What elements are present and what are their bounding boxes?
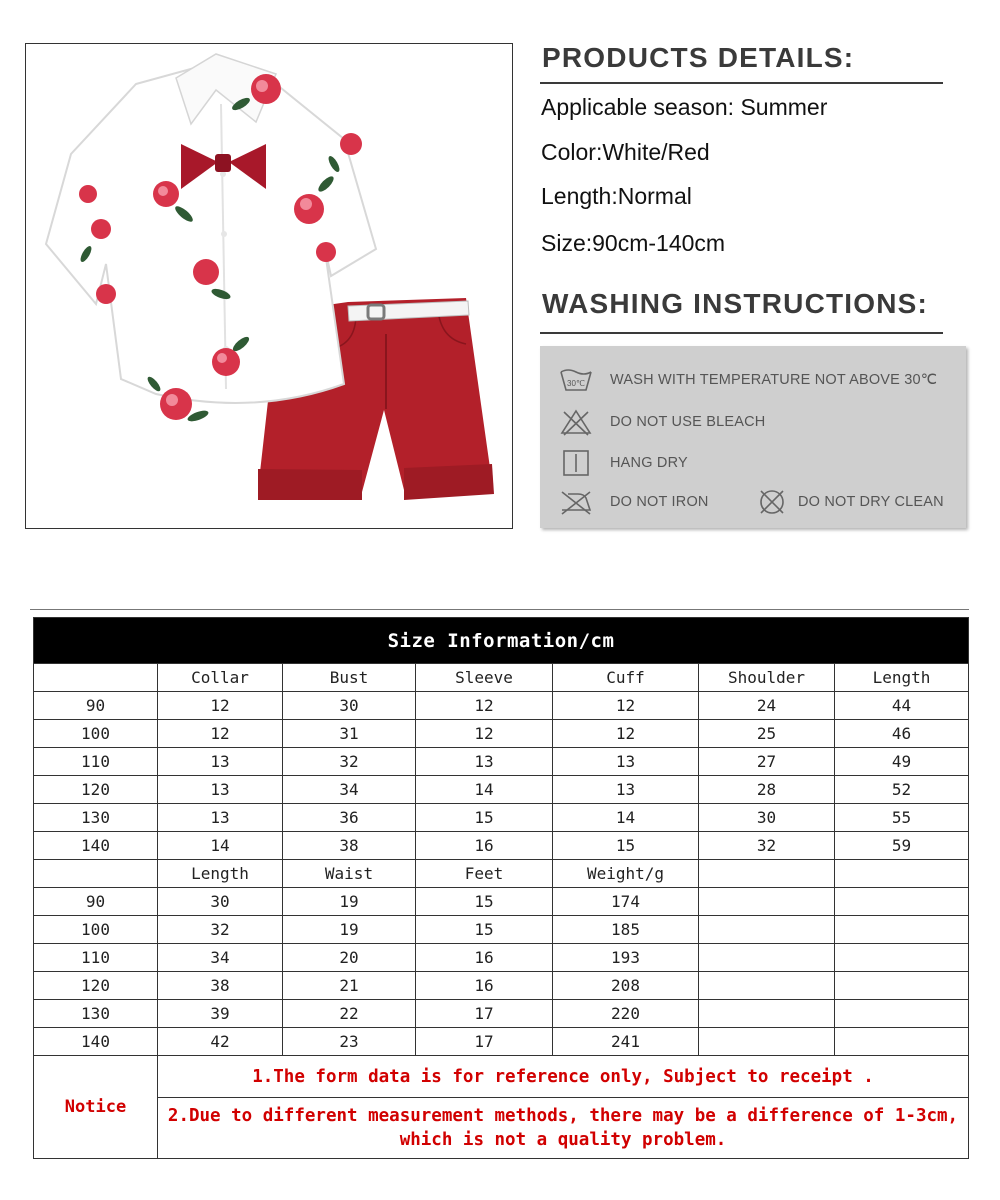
table-cell xyxy=(835,860,969,888)
no-iron-label: DO NOT IRON xyxy=(610,494,709,510)
table-cell: Weight/g xyxy=(553,860,699,888)
table-cell: Waist xyxy=(283,860,416,888)
notice-measurement-text: 2.Due to different measurement methods, there may be a difference of 1-3cm, which is not a quality problem. xyxy=(158,1098,969,1159)
shirt-size-row xyxy=(34,692,969,720)
wash-instruction-row xyxy=(558,366,937,394)
shirt-size-row xyxy=(34,804,969,832)
table-cell: 14 xyxy=(416,776,553,804)
table-cell: 38 xyxy=(283,832,416,860)
table-cell xyxy=(835,888,969,916)
table-cell: 52 xyxy=(835,776,969,804)
table-cell: 90 xyxy=(34,888,158,916)
table-cell: 220 xyxy=(553,1000,699,1028)
products-details-title: PRODUCTS DETAILS: xyxy=(542,42,855,73)
table-cell: 27 xyxy=(699,748,835,776)
table-cell: 13 xyxy=(416,748,553,776)
table-cell: 32 xyxy=(699,832,835,860)
hang-dry-label: HANG DRY xyxy=(610,455,688,471)
table-cell: 17 xyxy=(416,1000,553,1028)
table-cell: 120 xyxy=(34,776,158,804)
table-cell xyxy=(835,916,969,944)
wash-temperature-label: WASH WITH TEMPERATURE NOT ABOVE 30℃ xyxy=(610,372,938,388)
table-cell xyxy=(34,664,158,692)
washing-instructions-panel xyxy=(540,346,966,528)
table-cell: 15 xyxy=(416,804,553,832)
table-cell: 90 xyxy=(34,692,158,720)
size-detail: Size:90cm-140cm xyxy=(541,230,726,256)
hang-dry-icon xyxy=(558,449,594,477)
notice-reference-text: 1.The form data is for reference only, Subject to receipt . xyxy=(158,1056,969,1098)
table-cell: 130 xyxy=(34,1000,158,1028)
table-cell: 12 xyxy=(416,692,553,720)
table-cell: 16 xyxy=(416,972,553,1000)
table-cell xyxy=(699,888,835,916)
no-dry-clean-label: DO NOT DRY CLEAN xyxy=(798,494,944,510)
washing-instructions-title: WASHING INSTRUCTIONS: xyxy=(542,288,929,319)
washing-divider xyxy=(540,332,943,334)
table-cell xyxy=(835,972,969,1000)
table-cell: 30 xyxy=(283,692,416,720)
table-cell xyxy=(34,860,158,888)
table-cell: 15 xyxy=(416,888,553,916)
table-cell: 39 xyxy=(158,1000,283,1028)
pants-size-row xyxy=(34,1000,969,1028)
table-cell: 34 xyxy=(158,944,283,972)
table-cell: Shoulder xyxy=(699,664,835,692)
table-cell: 12 xyxy=(158,720,283,748)
details-divider xyxy=(540,82,943,84)
table-cell: 13 xyxy=(158,804,283,832)
table-cell xyxy=(699,1000,835,1028)
pants-size-row xyxy=(34,972,969,1000)
shirt-size-row xyxy=(34,720,969,748)
table-cell: 28 xyxy=(699,776,835,804)
pants-size-row xyxy=(34,916,969,944)
table-cell xyxy=(835,1000,969,1028)
table-cell: 30 xyxy=(699,804,835,832)
pants-size-row xyxy=(34,888,969,916)
table-cell xyxy=(699,916,835,944)
table-cell: 110 xyxy=(34,748,158,776)
floral-shirt xyxy=(46,54,376,424)
hang-dry-instruction-row xyxy=(558,449,688,477)
table-cell: Sleeve xyxy=(416,664,553,692)
size-table-title: Size Information/cm xyxy=(34,618,969,664)
color-detail: Color:White/Red xyxy=(541,139,710,165)
table-cell: 42 xyxy=(158,1028,283,1056)
size-information-table xyxy=(33,617,969,1159)
table-cell: 13 xyxy=(158,748,283,776)
table-cell: 15 xyxy=(416,916,553,944)
bleach-instruction-row xyxy=(558,408,765,436)
table-cell: 14 xyxy=(158,832,283,860)
table-cell xyxy=(699,860,835,888)
pants-header-row xyxy=(34,860,969,888)
table-cell: 12 xyxy=(416,720,553,748)
table-cell: 15 xyxy=(553,832,699,860)
shirt-size-row xyxy=(34,748,969,776)
product-photo xyxy=(25,43,513,529)
table-cell: 34 xyxy=(283,776,416,804)
table-cell: 24 xyxy=(699,692,835,720)
notice-row xyxy=(34,1098,969,1159)
table-cell: 38 xyxy=(158,972,283,1000)
table-cell: 140 xyxy=(34,832,158,860)
pants-size-row xyxy=(34,1028,969,1056)
table-cell xyxy=(699,944,835,972)
table-cell: Length xyxy=(835,664,969,692)
table-cell xyxy=(699,972,835,1000)
table-cell: 208 xyxy=(553,972,699,1000)
table-cell: 17 xyxy=(416,1028,553,1056)
wash-temp-label: 30℃ xyxy=(567,379,585,388)
table-cell: 22 xyxy=(283,1000,416,1028)
table-cell: 19 xyxy=(283,916,416,944)
table-cell: 12 xyxy=(553,692,699,720)
table-cell: 21 xyxy=(283,972,416,1000)
table-cell: 12 xyxy=(158,692,283,720)
table-cell: 30 xyxy=(158,888,283,916)
table-cell: Feet xyxy=(416,860,553,888)
table-cell: 100 xyxy=(34,720,158,748)
table-cell: 110 xyxy=(34,944,158,972)
no-bleach-label: DO NOT USE BLEACH xyxy=(610,414,766,430)
table-cell: 49 xyxy=(835,748,969,776)
table-cell: 55 xyxy=(835,804,969,832)
table-cell: Bust xyxy=(283,664,416,692)
table-cell: 23 xyxy=(283,1028,416,1056)
no-iron-icon xyxy=(558,488,594,516)
notice-row xyxy=(34,1056,969,1098)
table-cell: 12 xyxy=(553,720,699,748)
table-cell: 19 xyxy=(283,888,416,916)
table-cell: Length xyxy=(158,860,283,888)
shirt-size-row xyxy=(34,832,969,860)
table-cell: 174 xyxy=(553,888,699,916)
table-cell: 44 xyxy=(835,692,969,720)
table-cell xyxy=(699,1028,835,1056)
table-cell: 46 xyxy=(835,720,969,748)
table-cell: 140 xyxy=(34,1028,158,1056)
table-cell: 120 xyxy=(34,972,158,1000)
table-cell: 13 xyxy=(158,776,283,804)
shirt-header-row xyxy=(34,664,969,692)
table-cell: 193 xyxy=(553,944,699,972)
dry-clean-instruction-row xyxy=(754,488,944,516)
table-cell: 185 xyxy=(553,916,699,944)
length-detail: Length:Normal xyxy=(541,183,692,209)
shirt-size-row xyxy=(34,776,969,804)
no-bleach-icon xyxy=(558,408,594,436)
table-cell: 31 xyxy=(283,720,416,748)
table-cell: 13 xyxy=(553,748,699,776)
table-cell: 16 xyxy=(416,832,553,860)
table-cell: 14 xyxy=(553,804,699,832)
iron-instruction-row xyxy=(558,488,709,516)
table-cell: 32 xyxy=(158,916,283,944)
table-cell xyxy=(835,944,969,972)
table-cell: 59 xyxy=(835,832,969,860)
table-cell: 32 xyxy=(283,748,416,776)
table-cell: 20 xyxy=(283,944,416,972)
table-cell: 13 xyxy=(553,776,699,804)
table-cell: Collar xyxy=(158,664,283,692)
wash-30-icon xyxy=(558,366,594,394)
table-cell: 241 xyxy=(553,1028,699,1056)
table-cell: 25 xyxy=(699,720,835,748)
table-cell: Cuff xyxy=(553,664,699,692)
notice-label: Notice xyxy=(34,1056,158,1159)
season-detail: Applicable season: Summer xyxy=(541,94,828,120)
table-cell: 100 xyxy=(34,916,158,944)
outfit-illustration xyxy=(26,44,512,528)
table-cell: 16 xyxy=(416,944,553,972)
table-cell: 36 xyxy=(283,804,416,832)
pants-size-row xyxy=(34,944,969,972)
no-dry-clean-icon xyxy=(754,488,790,516)
table-cell xyxy=(835,1028,969,1056)
table-cell: 130 xyxy=(34,804,158,832)
table-top-divider xyxy=(30,609,969,610)
